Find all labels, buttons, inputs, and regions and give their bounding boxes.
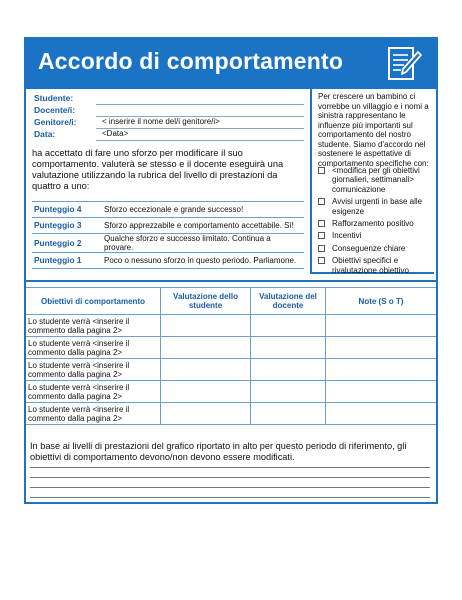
notes-cell[interactable] [326, 337, 437, 359]
notes-cell[interactable] [326, 315, 437, 337]
rubric-row [32, 234, 304, 253]
write-line[interactable] [30, 477, 430, 478]
rubric-score-label: Punteggio 3 [32, 218, 98, 234]
student-rating-cell[interactable] [161, 403, 251, 425]
table-row [26, 381, 436, 403]
rubric-score-label: Punteggio 1 [32, 253, 98, 269]
rubric-row [32, 218, 304, 234]
rubric-row [32, 253, 304, 269]
teacher-rating-cell[interactable] [251, 315, 326, 337]
rubric-description: Poco o nessuno sforzo in questo periodo. Parliamone. [98, 253, 304, 269]
rubric-description: Sforzo apprezzabile e comportamento accettabile. Sì! [98, 218, 304, 234]
parent-field[interactable]: Genitore/i: < inserire il nome del/i genitore/i> [34, 117, 304, 129]
student-rating-cell[interactable] [161, 337, 251, 359]
goal-cell[interactable]: Lo studente verrà <inserire il commento dalla pagina 2> [26, 381, 161, 403]
table-row [26, 315, 436, 337]
write-line[interactable] [30, 497, 430, 498]
rubric-row [32, 202, 304, 218]
teacher-rating-cell[interactable] [251, 381, 326, 403]
student-field[interactable]: Studente: [34, 93, 304, 105]
form-pencil-icon [384, 44, 424, 84]
goal-cell[interactable]: Lo studente verrà <inserire il commento dalla pagina 2> [26, 359, 161, 381]
checkbox-icon[interactable] [318, 245, 325, 252]
goals-header-row [26, 288, 436, 315]
checkbox-icon[interactable] [318, 198, 325, 205]
table-row [26, 403, 436, 425]
student-rating-cell[interactable] [161, 315, 251, 337]
checklist-item[interactable]: Avvisi urgenti in base alle esigenze [318, 197, 432, 216]
teacher-rating-cell[interactable] [251, 337, 326, 359]
checklist-item[interactable]: Conseguenze chiare [318, 244, 432, 253]
goal-cell[interactable]: Lo studente verrà <inserire il commento dalla pagina 2> [26, 403, 161, 425]
support-checklist [318, 166, 432, 278]
rubric-description: Qualche sforzo e successo limitato. Continua a provare. [98, 234, 304, 253]
table-row [26, 359, 436, 381]
goals-col-header: Obiettivi di comportamento [26, 288, 161, 315]
support-sidebar [310, 88, 434, 274]
teacher-rating-cell[interactable] [251, 359, 326, 381]
goals-col-header: Note (S o T) [326, 288, 437, 315]
checklist-item[interactable]: <modifica per gli obiettivi giornalieri, settimanali> comunicazione [318, 166, 432, 194]
rubric-description: Sforzo eccezionale e grande successo! [98, 202, 304, 218]
closing-text: In base ai livelli di prestazioni del grafico riportato in alto per questo periodo di riferimento, gli obiettivi di comportamento devono/non devono essere modificati. [30, 441, 407, 462]
goals-col-header: Valutazione del docente [251, 288, 326, 315]
checklist-item[interactable]: Rafforzamento positivo [318, 219, 432, 228]
table-row [26, 337, 436, 359]
rubric-table [32, 201, 304, 269]
notes-cell[interactable] [326, 403, 437, 425]
intro-text: ha accettato di fare uno sforzo per modificare il suo comportamento. valuterà se stesso e il docente eseguirà una valutazione utilizzando la rubrica del livello di prestazioni da quattro a uno: [32, 148, 284, 191]
checkbox-icon[interactable] [318, 220, 325, 227]
notes-cell[interactable] [326, 381, 437, 403]
checkbox-icon[interactable] [318, 167, 325, 174]
checkbox-icon[interactable] [318, 257, 325, 264]
goal-cell[interactable]: Lo studente verrà <inserire il commento dalla pagina 2> [26, 315, 161, 337]
checklist-item[interactable]: Incentivi [318, 231, 432, 240]
date-field[interactable]: Data: <Data> [34, 129, 304, 141]
write-line[interactable] [30, 467, 430, 468]
write-line[interactable] [30, 487, 430, 488]
checklist-item[interactable]: Obiettivi specifici e rivalutazione obiettivo [318, 256, 432, 275]
checkbox-icon[interactable] [318, 232, 325, 239]
agreement-form [24, 37, 438, 504]
teacher-field[interactable]: Docente/i: [34, 105, 304, 117]
notes-cell[interactable] [326, 359, 437, 381]
page-title: Accordo di comportamento [38, 48, 344, 74]
goals-table [26, 287, 436, 425]
section-divider [26, 280, 436, 282]
teacher-rating-cell[interactable] [251, 403, 326, 425]
student-rating-cell[interactable] [161, 381, 251, 403]
rubric-score-label: Punteggio 2 [32, 234, 98, 253]
header-banner [26, 39, 436, 89]
student-rating-cell[interactable] [161, 359, 251, 381]
goals-col-header: Valutazione dello studente [161, 288, 251, 315]
goal-cell[interactable]: Lo studente verrà <inserire il commento dalla pagina 2> [26, 337, 161, 359]
rubric-score-label: Punteggio 4 [32, 202, 98, 218]
sidebar-intro: Per crescere un bambino ci vorrebbe un villaggio e i nomi a sinistra rappresentano le influenze più importanti sul comportamento del nostro studente. Siamo d'accordo nel sostenere le aspettative di comportamento specifiche con: [318, 92, 429, 168]
